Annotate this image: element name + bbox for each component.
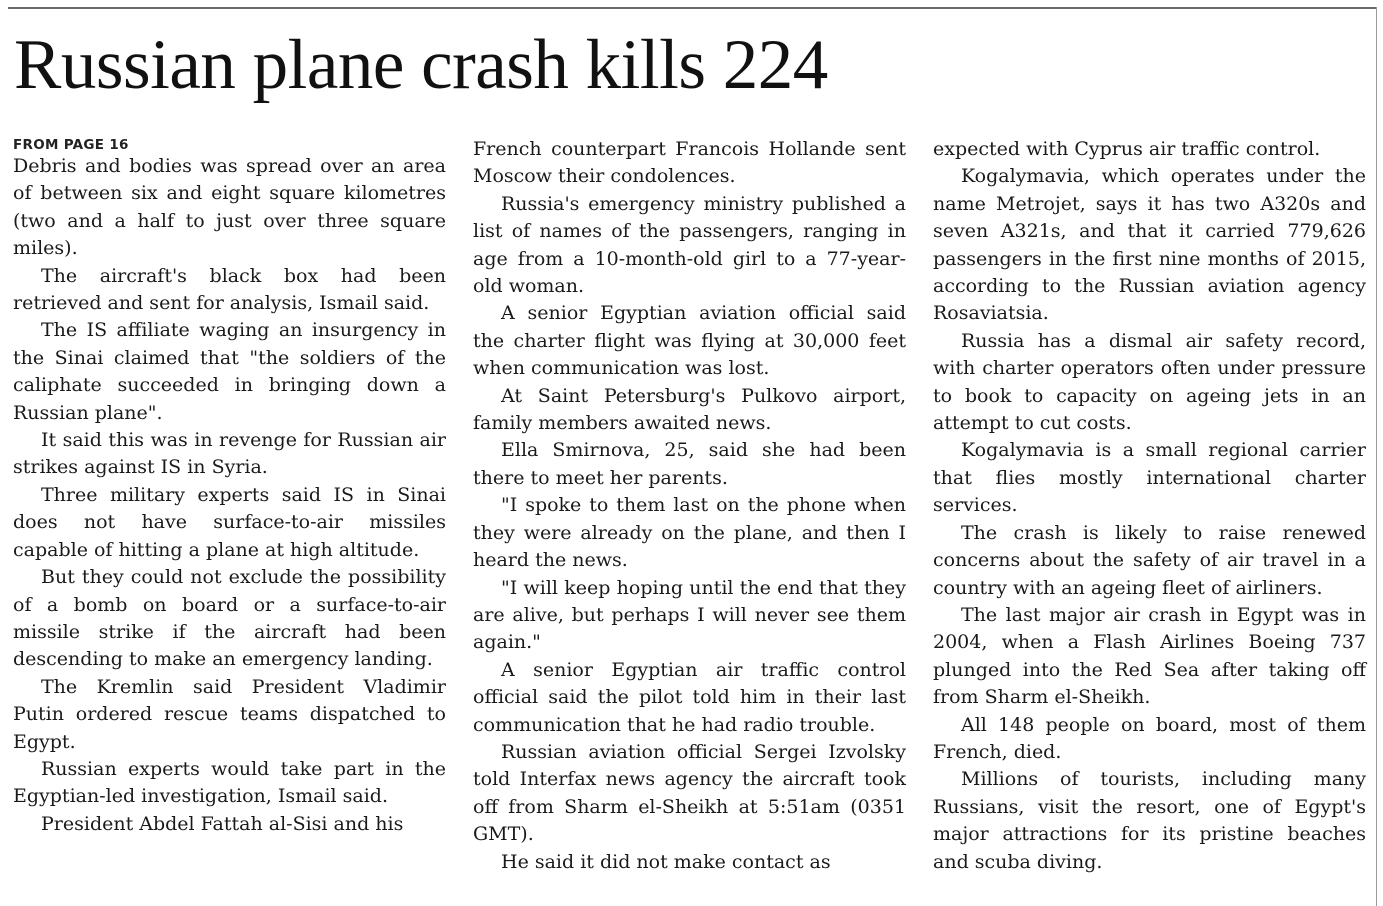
paragraph: President Abdel Fattah al-Sisi and his <box>41 812 404 835</box>
paragraph: French counterpart Francois Hollande sent Moscow their condolences. <box>473 138 906 188</box>
paragraph: At Saint Petersburg's Pulkovo airport, family members awaited news. <box>473 384 906 435</box>
column-1 <box>13 136 446 838</box>
column-3 <box>933 136 1366 876</box>
paragraph: Kogalymavia, which operates under the name Metrojet, says it has two A320s and seven A321s, and that it carried 779,626 passengers in the first nine months of 2015, according to the Russian aviation agency Rosaviatsia. <box>933 165 1366 325</box>
paragraph: Debris and bodies was spread over an area of between six and eight square kilometres (two and a half to just over three square miles). <box>13 155 446 260</box>
paragraph: "I will keep hoping until the end that they are alive, but perhaps I will never see them again." <box>473 576 906 654</box>
paragraph: Three military experts said IS in Sinai does not have surface-to-air missiles capable of hitting a plane at high altitude. <box>13 483 446 561</box>
paragraph: It said this was in revenge for Russian air strikes against IS in Syria. <box>13 429 446 479</box>
headline: Russian plane crash kills 224 <box>14 26 828 104</box>
column-2 <box>473 136 906 876</box>
paragraph: The crash is likely to raise renewed concerns about the safety of air travel in a country with an ageing fleet of airliners. <box>933 521 1366 599</box>
paragraph: expected with Cyprus air traffic control. <box>933 138 1321 160</box>
paragraph: Ella Smirnova, 25, said she had been there to meet her parents. <box>473 439 906 489</box>
right-edge-rule <box>1376 7 1377 906</box>
paragraph: "I spoke to them last on the phone when they were already on the plane, and then I heard the news. <box>473 494 906 572</box>
paragraph: Russian experts would take part in the Egyptian-led investigation, Ismail said. <box>13 757 446 808</box>
paragraph: A senior Egyptian air traffic control official said the pilot told him in their last communication that he had radio trouble. <box>473 658 906 736</box>
paragraph: Russia's emergency ministry published a list of names of the passengers, ranging in age from a 10-month-old girl to a 77-year-old woman. <box>473 192 906 298</box>
paragraph: He said it did not make contact as <box>501 850 831 873</box>
paragraph: The IS affiliate waging an insurgency in the Sinai claimed that "the soldiers of the caliphate succeeded in bringing down a Russian plane". <box>13 319 446 424</box>
paragraph: The last major air crash in Egypt was in 2004, when a Flash Airlines Boeing 737 plunged into the Red Sea after taking off from Sharm el-Sheikh. <box>933 603 1366 709</box>
paragraph: All 148 people on board, most of them French, died. <box>933 713 1366 763</box>
top-rule <box>8 7 1377 9</box>
paragraph: Millions of tourists, including many Russians, visit the resort, one of Egypt's major attractions for its pristine beaches and scuba diving. <box>933 768 1366 873</box>
paragraph: A senior Egyptian aviation official said the charter flight was flying at 30,000 feet when communication was lost. <box>473 302 906 380</box>
paragraph: Russia has a dismal air safety record, with charter operators often under pressure to book to capacity on ageing jets in an attempt to cut costs. <box>933 329 1366 435</box>
kicker: FROM PAGE 16 <box>13 137 129 153</box>
paragraph: But they could not exclude the possibility of a bomb on board or a surface-to-air missile strike if the aircraft had been descending to make an emergency landing. <box>13 566 446 671</box>
paragraph: The aircraft's black box had been retrieved and sent for analysis, Ismail said. <box>13 264 446 315</box>
paragraph: The Kremlin said President Vladimir Putin ordered rescue teams dispatched to Egypt. <box>13 675 446 753</box>
paragraph: Russian aviation official Sergei Izvolsky told Interfax news agency the aircraft took off from Sharm el-Sheikh at 5:51am (0351 GMT). <box>473 740 906 846</box>
paragraph: Kogalymavia is a small regional carrier that flies mostly international charter services. <box>933 439 1366 517</box>
